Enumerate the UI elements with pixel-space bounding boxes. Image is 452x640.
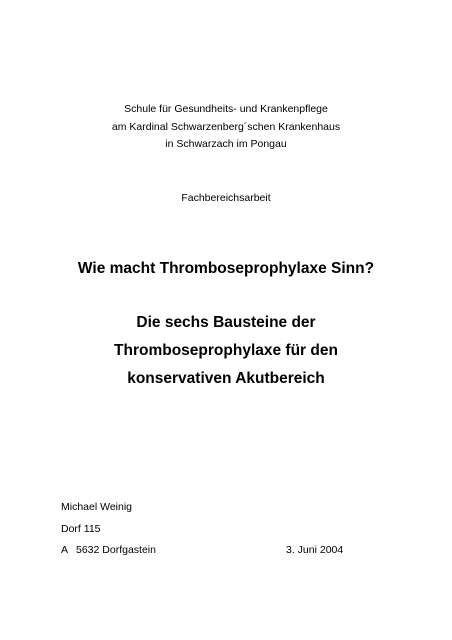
main-title: Wie macht Thromboseprophylaxe Sinn? xyxy=(77,260,375,277)
school-location-line: in Schwarzach im Pongau xyxy=(165,138,287,150)
school-block xyxy=(0,101,452,154)
document-type: Fachbereichsarbeit xyxy=(181,192,271,204)
subtitle-line-1: Die sechs Bausteine der xyxy=(136,314,316,331)
author-street: Dorf 115 xyxy=(61,522,101,535)
submission-date: 3. Juni 2004 xyxy=(286,544,344,556)
author-address-line xyxy=(61,540,381,562)
subtitle-line-3: konservativen Akutbereich xyxy=(127,370,325,387)
subtitle-block xyxy=(0,309,452,393)
school-hospital-line: am Kardinal Schwarzenberg´schen Krankenhaus xyxy=(111,120,341,133)
school-name-line: Schule für Gesundheits- und Krankenpflege xyxy=(124,103,328,115)
author-country-code: A xyxy=(61,544,69,556)
author-block xyxy=(61,497,381,562)
author-city: 5632 Dorfgastein xyxy=(76,544,156,556)
subtitle-line-2: Thromboseprophylaxe für den xyxy=(114,342,338,359)
author-name: Michael Weinig xyxy=(61,501,133,513)
